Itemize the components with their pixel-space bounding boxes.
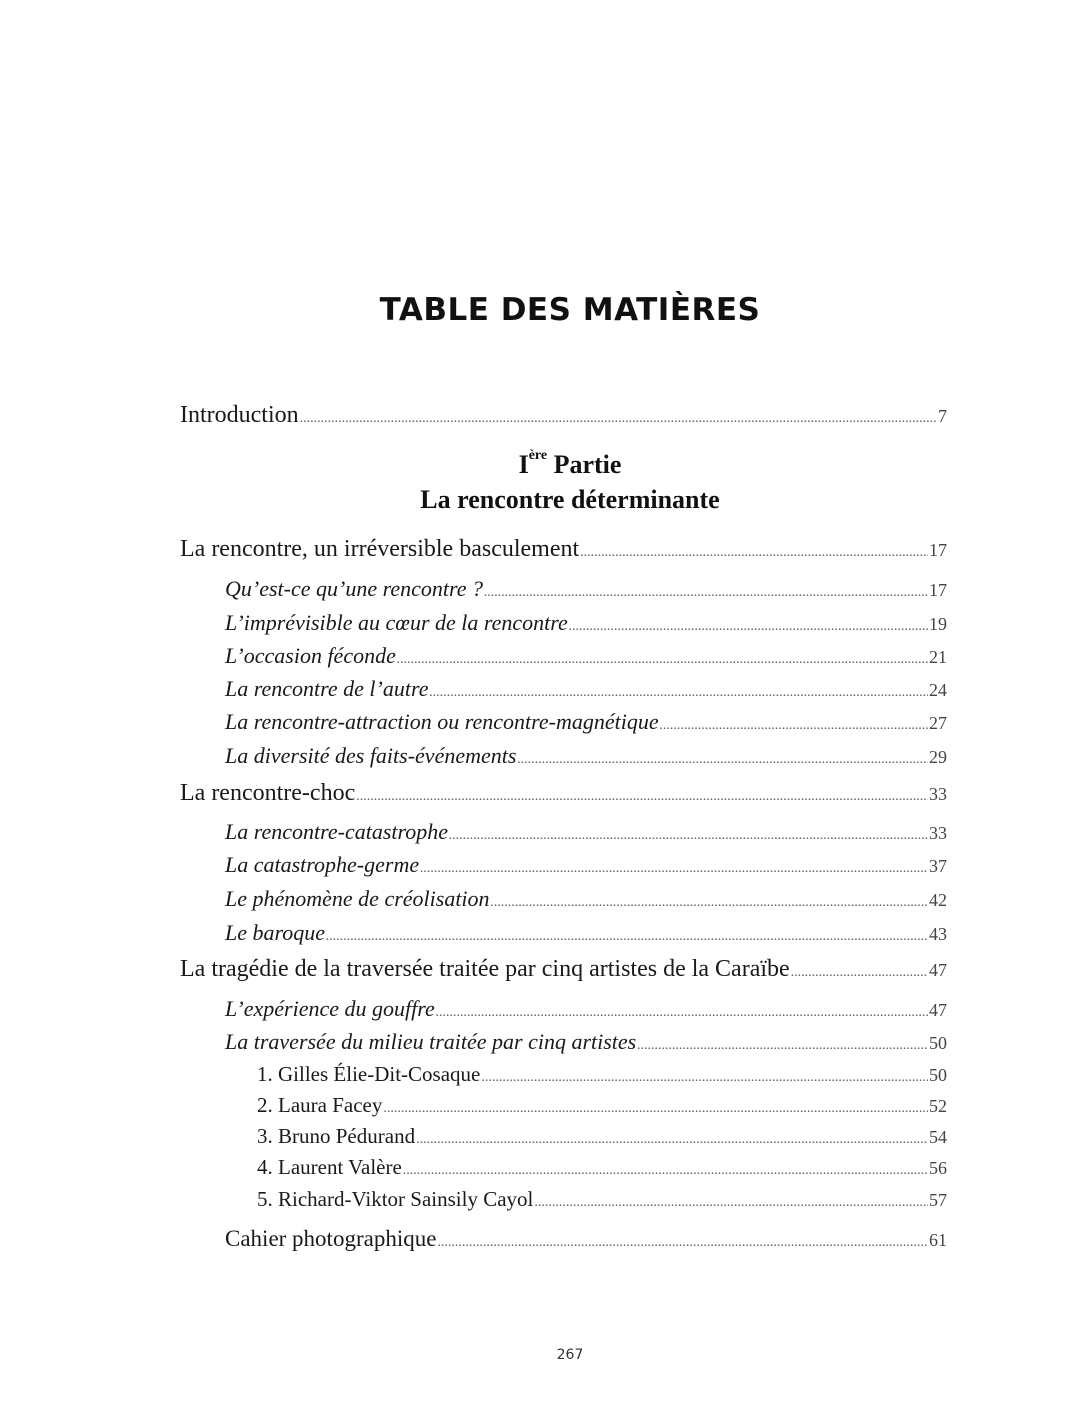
toc-entry-label: Qu’est-ce qu’une rencontre ? bbox=[225, 576, 483, 601]
part-number: I bbox=[518, 450, 529, 479]
dot-leader bbox=[403, 1163, 928, 1179]
toc-entry-chapter bbox=[180, 956, 947, 983]
toc-entry-section bbox=[225, 676, 947, 702]
dot-leader bbox=[416, 1132, 928, 1148]
toc-entry-page: 43 bbox=[929, 924, 947, 944]
toc-entry-section bbox=[225, 576, 947, 602]
dot-leader bbox=[397, 652, 928, 668]
toc-entry-introduction bbox=[180, 402, 947, 429]
toc-entry-section bbox=[225, 1029, 947, 1055]
dot-leader bbox=[534, 1195, 928, 1211]
toc-entry-chapter bbox=[180, 780, 947, 807]
toc-entry-label: La rencontre, un irréversible basculement bbox=[180, 536, 580, 562]
dot-leader bbox=[326, 929, 928, 945]
page-number: 267 bbox=[556, 1347, 584, 1363]
toc-entry-page: 17 bbox=[929, 580, 947, 600]
toc-entry-page: 57 bbox=[929, 1190, 947, 1210]
toc-entry-section bbox=[225, 1226, 947, 1252]
toc-entry-label: La rencontre-attraction ou rencontre-magnétique bbox=[225, 709, 659, 734]
toc-entry-page: 54 bbox=[929, 1127, 947, 1147]
toc-entry-section bbox=[225, 920, 947, 946]
toc-entry-page: 56 bbox=[929, 1158, 947, 1178]
toc-entry-label: Le baroque bbox=[225, 920, 326, 945]
toc-entry-section bbox=[225, 743, 947, 769]
toc-entry-label: 1. Gilles Élie-Dit-Cosaque bbox=[257, 1062, 481, 1086]
toc-entry-page: 24 bbox=[929, 680, 947, 700]
toc-entry-label: 2. Laura Facey bbox=[257, 1093, 383, 1117]
toc-entry-subsection bbox=[257, 1093, 947, 1118]
toc-entry-page: 27 bbox=[929, 713, 947, 733]
dot-leader bbox=[300, 411, 937, 427]
toc-entry-label: Le phénomène de créolisation bbox=[225, 886, 490, 911]
toc-entry-page: 47 bbox=[929, 960, 947, 980]
toc-entry-page: 7 bbox=[938, 406, 947, 426]
dot-leader bbox=[517, 752, 928, 768]
toc-entry-page: 21 bbox=[929, 647, 947, 667]
dot-leader bbox=[491, 895, 928, 911]
toc-entry-subsection bbox=[257, 1187, 947, 1212]
dot-leader bbox=[436, 1005, 928, 1021]
toc-entry-label: Introduction bbox=[180, 402, 299, 428]
dot-leader bbox=[383, 1101, 928, 1117]
toc-entry-label: L’occasion féconde bbox=[225, 643, 396, 668]
dot-leader bbox=[637, 1038, 928, 1054]
toc-entry-label: 3. Bruno Pédurand bbox=[257, 1124, 416, 1148]
toc-entry-page: 17 bbox=[929, 540, 947, 560]
toc-entry-section bbox=[225, 643, 947, 669]
toc-entry-page: 33 bbox=[929, 784, 947, 804]
toc-entry-subsection bbox=[257, 1062, 947, 1087]
toc-entry-subsection bbox=[257, 1155, 947, 1180]
part-word: Partie bbox=[553, 450, 622, 479]
page-title: TABLE DES MATIÈRES bbox=[379, 292, 761, 328]
toc-entry-page: 52 bbox=[929, 1096, 947, 1116]
toc-entry-label: La rencontre-catastrophe bbox=[225, 819, 449, 844]
toc-entry-label: La diversité des faits-événements bbox=[225, 743, 517, 768]
toc-entry-page: 37 bbox=[929, 856, 947, 876]
toc-entry-label: La rencontre de l’autre bbox=[225, 676, 429, 701]
toc-entry-page: 50 bbox=[929, 1033, 947, 1053]
toc-entry-section bbox=[225, 610, 947, 636]
part-subtitle: La rencontre déterminante bbox=[420, 485, 720, 514]
toc-entry-page: 33 bbox=[929, 823, 947, 843]
toc-entry-section bbox=[225, 852, 947, 878]
dot-leader bbox=[356, 789, 928, 805]
toc-entry-page: 61 bbox=[929, 1230, 947, 1250]
toc-entry-section bbox=[225, 996, 947, 1022]
toc-entry-label: La tragédie de la traversée traitée par cinq artistes de la Caraïbe bbox=[180, 956, 790, 982]
toc-entry-page: 47 bbox=[929, 1000, 947, 1020]
dot-leader bbox=[449, 828, 928, 844]
toc-entry-page: 19 bbox=[929, 614, 947, 634]
toc-entry-section bbox=[225, 709, 947, 735]
dot-leader bbox=[481, 1070, 928, 1086]
toc-entry-page: 42 bbox=[929, 890, 947, 910]
toc-entry-label: La rencontre-choc bbox=[180, 780, 356, 806]
dot-leader bbox=[484, 585, 928, 601]
toc-entry-label: La catastrophe-germe bbox=[225, 852, 420, 877]
toc-entry-page: 29 bbox=[929, 747, 947, 767]
toc-entry-label: La traversée du milieu traitée par cinq artistes bbox=[225, 1029, 637, 1054]
dot-leader bbox=[791, 965, 928, 981]
toc-entry-subsection bbox=[257, 1124, 947, 1149]
part-heading bbox=[0, 450, 1090, 480]
dot-leader bbox=[569, 619, 928, 635]
toc-entry-page: 50 bbox=[929, 1065, 947, 1085]
dot-leader bbox=[429, 685, 928, 701]
toc-entry-label: Cahier photographique bbox=[225, 1226, 437, 1251]
toc-entry-label: 4. Laurent Valère bbox=[257, 1155, 402, 1179]
toc-entry-section bbox=[225, 886, 947, 912]
dot-leader bbox=[660, 718, 928, 734]
toc-entry-label: 5. Richard-Viktor Sainsily Cayol bbox=[257, 1187, 534, 1211]
dot-leader bbox=[437, 1235, 928, 1251]
toc-entry-chapter bbox=[180, 536, 947, 563]
toc-entry-label: L’imprévisible au cœur de la rencontre bbox=[225, 610, 568, 635]
part-number-suffix: ère bbox=[528, 448, 548, 463]
toc-entry-label: L’expérience du gouffre bbox=[225, 996, 435, 1021]
toc-entry-section bbox=[225, 819, 947, 845]
dot-leader bbox=[580, 545, 928, 561]
dot-leader bbox=[420, 861, 928, 877]
